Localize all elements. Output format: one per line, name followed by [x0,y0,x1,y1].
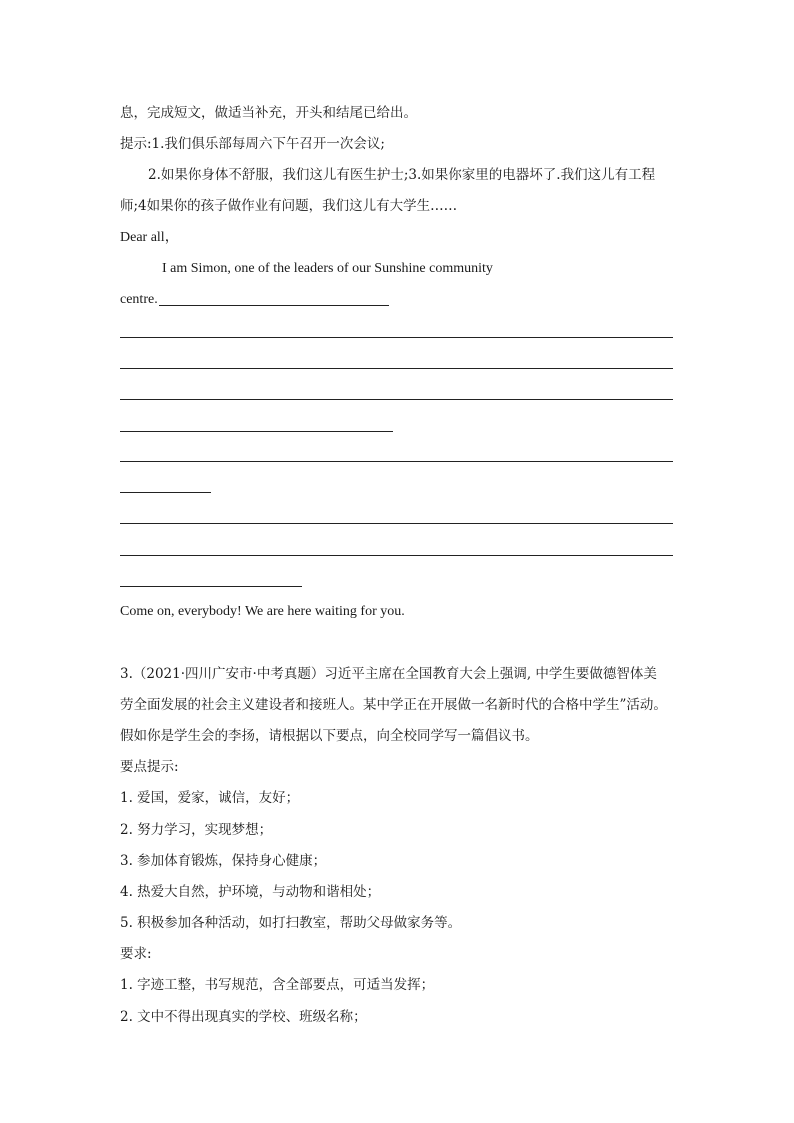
answer-line-8[interactable] [120,523,673,524]
requirements-heading: 要求: [120,946,152,962]
key-point-2: 2. 努力学习，实现梦想； [120,822,273,838]
key-points-heading: 要点提示: [120,759,179,775]
key-point-3: 3. 参加体育锻炼，保持身心健康； [120,853,327,869]
centre-word: centre. [120,292,158,307]
answer-line-9[interactable] [120,555,673,556]
answer-line-6[interactable] [120,461,673,462]
question-3-line-3: 假如你是学生会的李扬，请根据以下要点，向全校同学写一篇倡议书。 [120,728,539,744]
line-2: 提示:1.我们俱乐部每周六下午召开一次会议; [120,136,385,152]
closing-sentence: Come on, everybody! We are here waiting for you. [120,604,405,619]
line-1: 息，完成短文，做适当补充，开头和结尾已给出。 [120,105,417,121]
line-3: 2.如果你身体不舒服，我们这儿有医生护士;3.如果你家里的电器坏了.我们这儿有工程 [148,167,656,183]
key-point-4: 4. 热爱大自然，护环境，与动物和谐相处； [120,884,381,900]
answer-line-5[interactable] [120,431,393,432]
key-point-1: 1. 爱国，爱家，诚信，友好； [120,790,300,806]
key-point-5: 5. 积极参加各种活动，如打扫教室，帮助父母做家务等。 [120,915,462,931]
answer-line-10[interactable] [120,586,302,587]
requirement-1: 1. 字迹工整，书写规范，含全部要点，可适当发挥； [120,977,435,993]
answer-line-7[interactable] [120,492,211,493]
question-3-line-2: 劳全面发展的社会主义建设者和接班人。某中学正在开展做一名新时代的合格中学生”活动。 [120,697,667,713]
answer-line-1[interactable] [159,305,389,306]
answer-line-3[interactable] [120,368,673,369]
question-3-line-1: 3.（2021·四川广安市·中考真题）习近平主席在全国教育大会上强调, 中学生要做德智体美 [120,666,657,682]
line-4: 师;4如果你的孩子做作业有问题，我们这儿有大学生…… [120,198,458,214]
intro-sentence: I am Simon, one of the leaders of our Sunshine community [162,261,493,276]
answer-line-2[interactable] [120,337,673,338]
answer-line-4[interactable] [120,399,673,400]
requirement-2: 2. 文中不得出现真实的学校、班级名称； [120,1009,367,1025]
greeting: Dear all， [120,230,179,245]
